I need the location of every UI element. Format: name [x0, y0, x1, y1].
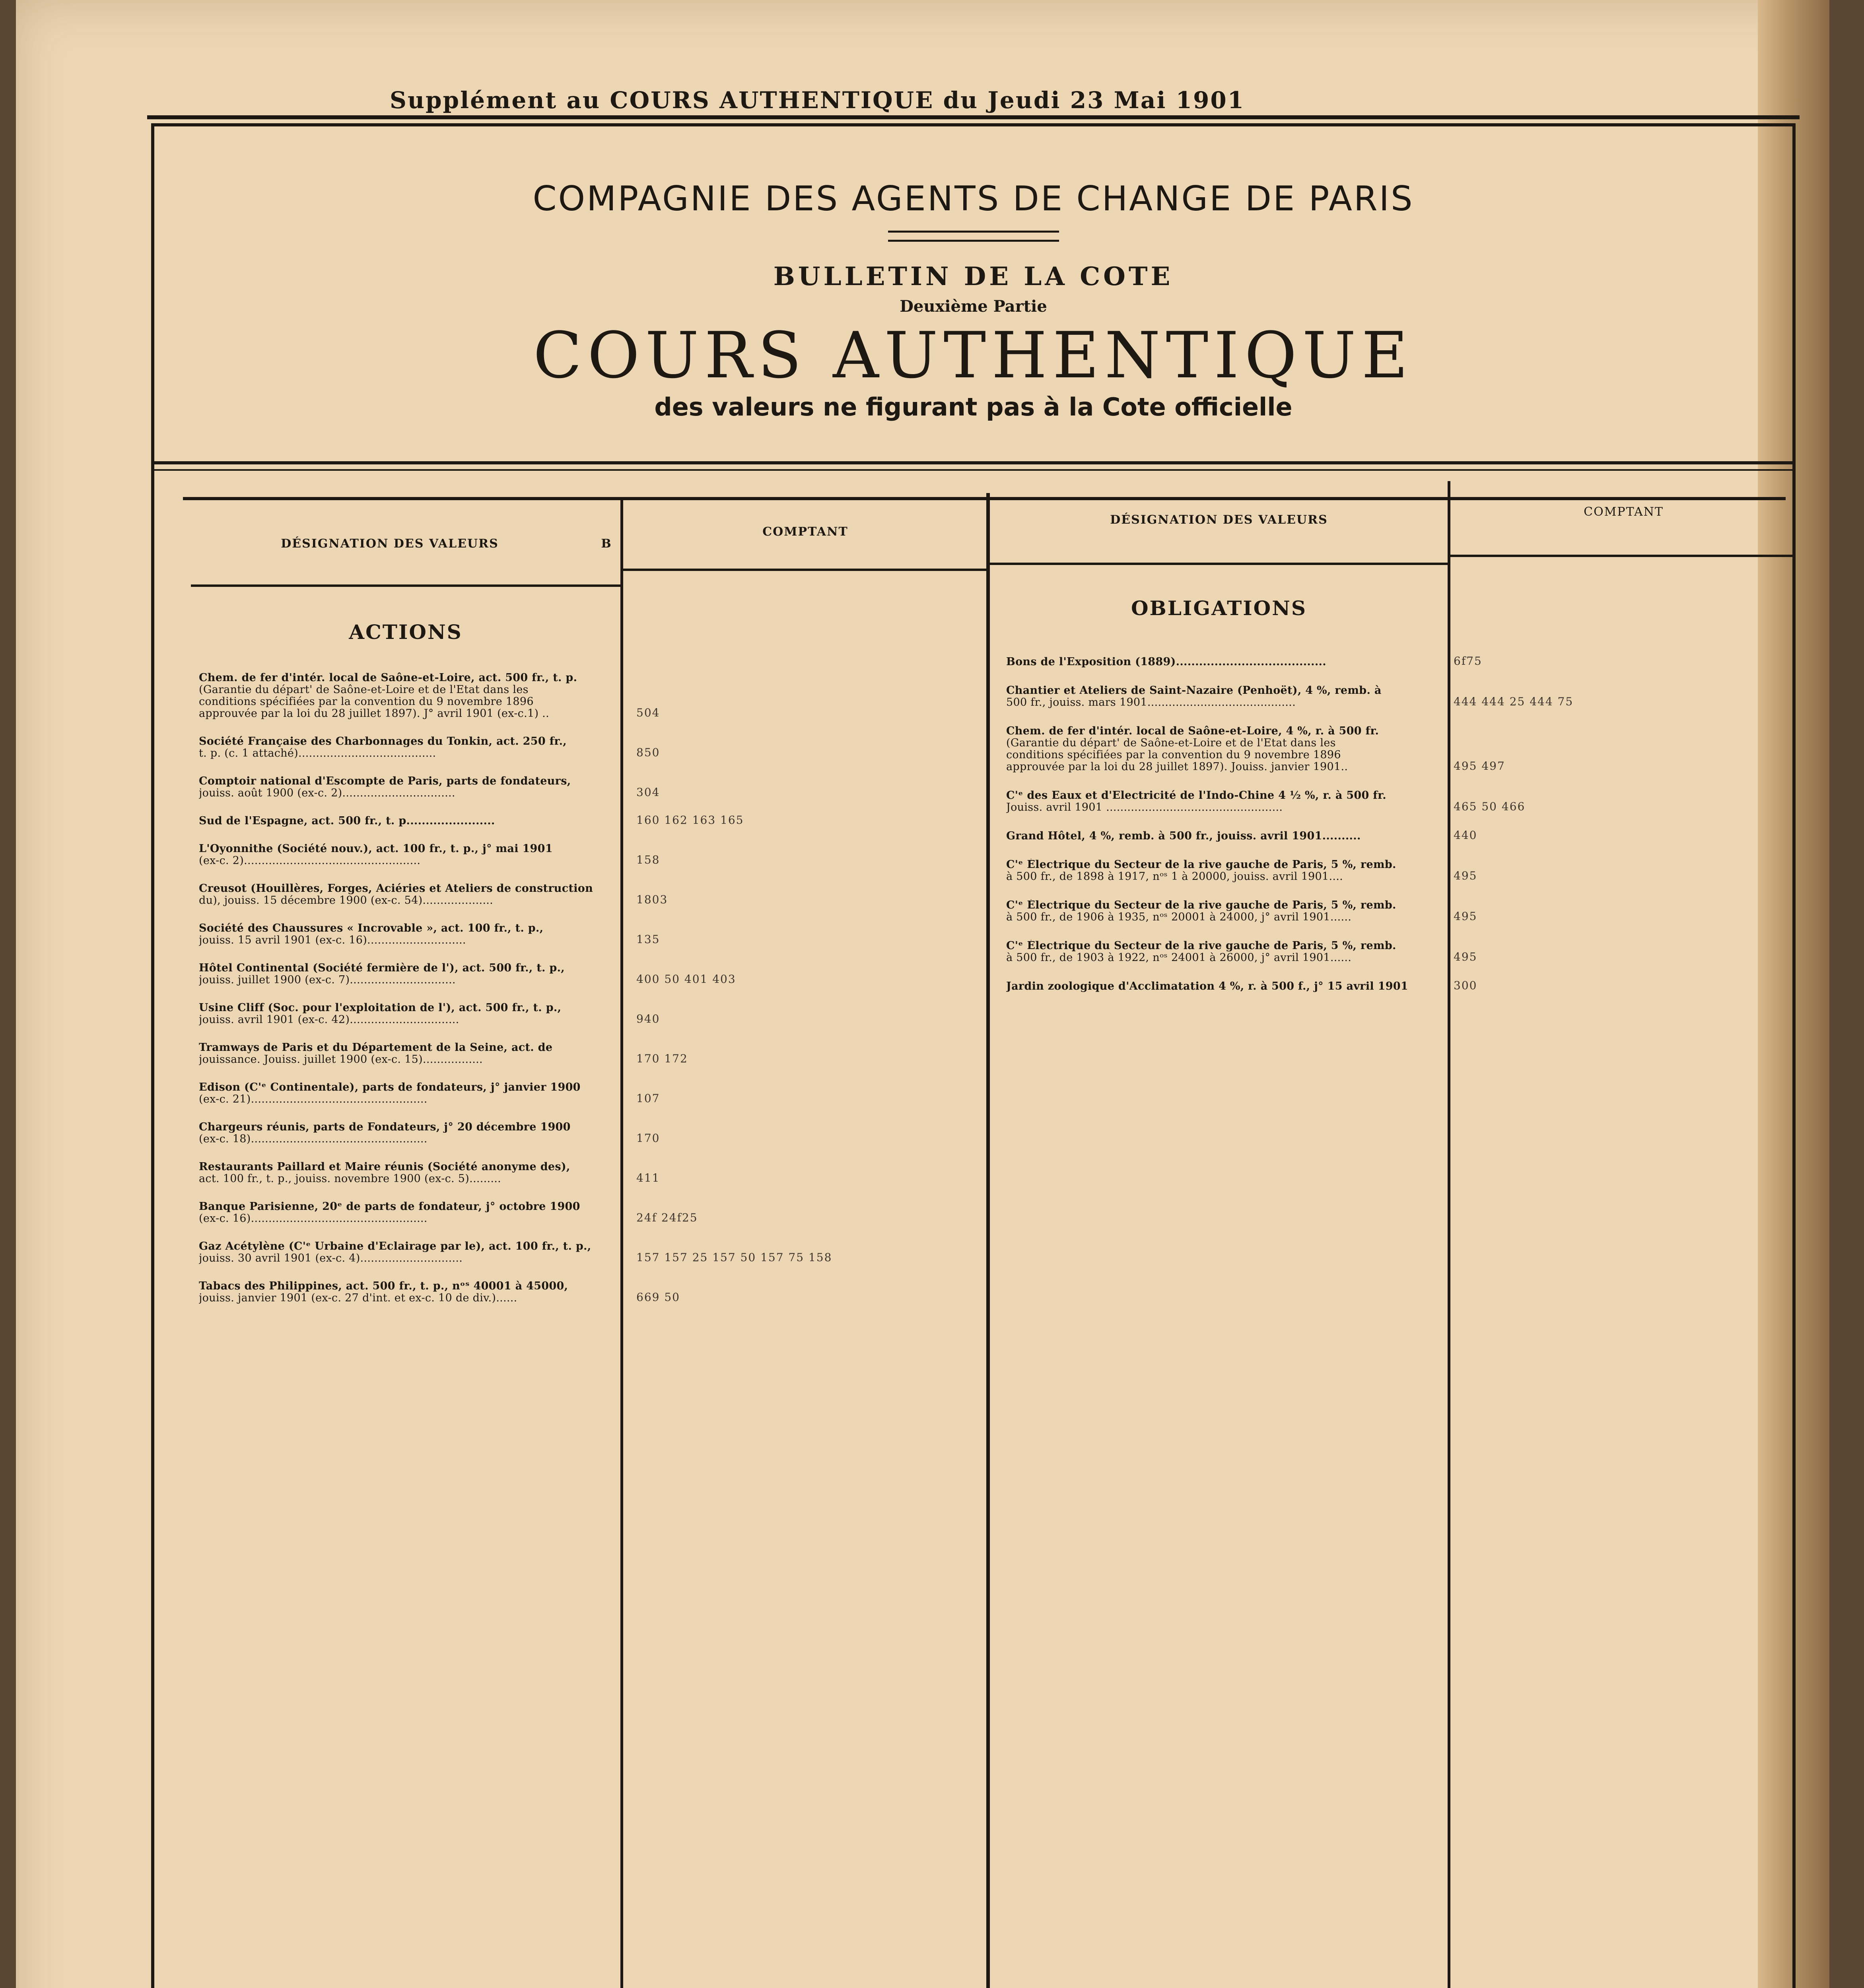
obligations-entry: [1006, 980, 1444, 992]
actions-title: ACTIONS: [349, 620, 463, 644]
actions-entry-line: act. 100 fr., t. p., jouiss. novembre 1900 (ex-c. 5).........: [199, 1173, 501, 1185]
actions-entry-line: Chem. de fer d'intér. local de Saône-et-Loire, act. 500 fr., t. p.: [199, 672, 577, 684]
actions-entry-line: Chargeurs réunis, parts de Fondateurs, j° 20 décembre 1900: [199, 1121, 571, 1133]
actions-entry-line: Hôtel Continental (Société fermière de l'), act. 500 fr., t. p.,: [199, 962, 565, 974]
actions-entry-price: 504: [636, 706, 660, 719]
right-header-rule: [990, 563, 1448, 565]
obligations-entry-line: C'ᵉ Électrique du Secteur de la rive gauche de Paris, 5 %, remb.: [1006, 859, 1396, 871]
actions-entry-price: 158: [636, 853, 660, 866]
actions-entry-line: Tramways de Paris et du Département de la Seine, act. de: [199, 1042, 553, 1054]
obligations-entry: [1006, 830, 1444, 842]
obligations-entry-line: (Garantie du départ' de Saône-et-Loire et de l'Etat dans les: [1006, 737, 1336, 749]
right-price-header-rule: [1450, 555, 1796, 557]
obligations-entry-line: Chantier et Ateliers de Saint-Nazaire (Penhoët), 4 %, remb. à: [1006, 685, 1382, 697]
actions-entry-line: Gaz Acétylène (C'ᵉ Urbaine d'Eclairage par le), act. 100 fr., t. p.,: [199, 1241, 591, 1252]
actions-entry-price: 157 157 25 157 50 157 75 158: [636, 1251, 832, 1264]
bulletin-title: BULLETIN DE LA COTE: [773, 262, 1174, 291]
actions-entry: [199, 672, 618, 720]
left-comptant-header: COMPTANT: [762, 525, 848, 539]
masthead-bottom-rule-thin: [151, 469, 1796, 471]
left-col-divider: [620, 497, 623, 1988]
subtitle: des valeurs ne figurant pas à la Cote officielle: [654, 392, 1293, 421]
actions-entry-line: approuvée par la loi du 28 juillet 1897). J° avril 1901 (ex-c.1) ..: [199, 708, 549, 720]
frame-top-rule: [147, 115, 1800, 119]
obligations-entry-line: à 500 fr., de 1906 à 1935, nᵒˢ 20001 à 24000, j° avril 1901......: [1006, 911, 1352, 923]
actions-entry: [199, 1002, 618, 1026]
center-col-divider: [986, 493, 990, 1988]
actions-entry-line: Sud de l'Espagne, act. 500 fr., t. p.......................: [199, 815, 495, 827]
table-top-rule: [183, 497, 1786, 500]
obligations-entry-line: C'ᵉ Électrique du Secteur de la rive gauche de Paris, 5 %, remb.: [1006, 940, 1396, 952]
actions-entry-price: 1803: [636, 893, 668, 906]
actions-entry-line: Edison (C'ᵉ Continentale), parts de fondateurs, j° janvier 1900: [199, 1081, 581, 1093]
obligations-entry: [1006, 940, 1444, 964]
actions-entry: [199, 883, 618, 907]
masthead-bottom-rule: [151, 461, 1796, 464]
actions-entry-line: Comptoir national d'Escompte de Paris, parts de fondateurs,: [199, 775, 571, 787]
obligations-entry-price: 495: [1454, 910, 1477, 923]
actions-entry: [199, 1121, 618, 1145]
obligations-title: OBLIGATIONS: [1131, 596, 1307, 620]
actions-entry-line: jouiss. août 1900 (ex-c. 2)................................: [199, 787, 455, 799]
actions-entry: [199, 1161, 618, 1185]
actions-entry-line: Société des Chaussures « Incrovable », act. 100 fr., t. p.,: [199, 922, 544, 934]
actions-entry-line: (ex-c. 18)..................................................: [199, 1133, 428, 1145]
main-title: COURS AUTHENTIQUE: [533, 318, 1414, 392]
obligations-entry: [1006, 859, 1444, 883]
left-price-header-rule: [623, 569, 986, 571]
obligations-entry-line: Jardin zoologique d'Acclimatation 4 %, r. à 500 f., j° 15 avril 1901: [1006, 980, 1408, 992]
obligations-entry: [1006, 899, 1444, 923]
obligations-entry: [1006, 790, 1444, 813]
actions-entry-line: (ex-c. 16)..................................................: [199, 1213, 428, 1225]
left-designation-header: DÉSIGNATION DES VALEURS: [281, 537, 499, 551]
actions-entry: [199, 1280, 618, 1304]
partie-label: Deuxième Partie: [900, 297, 1047, 316]
obligations-entry-line: approuvée par la loi du 28 juillet 1897). Jouiss. janvier 1901..: [1006, 761, 1348, 773]
masthead: [151, 131, 1796, 461]
actions-entry-price: 940: [636, 1012, 660, 1025]
supplement-header: Supplément au COURS AUTHENTIQUE du Jeudi 23 Mai 1901: [389, 87, 1245, 114]
actions-entry-price: 170 172: [636, 1052, 688, 1065]
obligations-entry-price: 495 497: [1454, 759, 1505, 773]
actions-entry-line: jouiss. juillet 1900 (ex-c. 7)..............................: [199, 974, 456, 986]
obligations-entry-line: Bons de l'Exposition (1889).......................................: [1006, 656, 1326, 668]
right-designation-header: DÉSIGNATION DES VALEURS: [1110, 513, 1328, 527]
actions-entry-line: jouiss. janvier 1901 (ex-c. 27 d'int. et ex-c. 10 de div.)......: [199, 1292, 517, 1304]
actions-entry-line: jouiss. 15 avril 1901 (ex-c. 16)............................: [199, 934, 466, 946]
obligations-entry-line: Jouiss. avril 1901 ..................................................: [1006, 802, 1283, 813]
actions-entry-price: 850: [636, 746, 660, 759]
actions-entry-line: jouiss. avril 1901 (ex-c. 42)...............................: [199, 1014, 459, 1026]
obligations-entry-line: Grand Hôtel, 4 %, remb. à 500 fr., jouiss. avril 1901..........: [1006, 830, 1361, 842]
actions-entry-price: 411: [636, 1171, 660, 1184]
actions-entry-price: 160 162 163 165: [636, 813, 744, 827]
actions-entry: [199, 843, 618, 867]
actions-entry: [199, 736, 618, 759]
actions-entry-line: Restaurants Paillard et Maire réunis (Société anonyme des),: [199, 1161, 570, 1173]
actions-entry-line: jouiss. 30 avril 1901 (ex-c. 4).............................: [199, 1252, 463, 1264]
obligations-entry-line: à 500 fr., de 1898 à 1917, nᵒˢ 1 à 20000, jouiss. avril 1901....: [1006, 871, 1343, 883]
actions-entry-line: Tabacs des Philippines, act. 500 fr., t. p., nᵒˢ 40001 à 45000,: [199, 1280, 568, 1292]
obligations-entry-price: 300: [1454, 979, 1477, 992]
actions-entry-line: Usine Cliff (Soc. pour l'exploitation de l'), act. 500 fr., t. p.,: [199, 1002, 562, 1014]
obligations-entry: [1006, 725, 1444, 773]
actions-entry-line: L'Oyonnithe (Société nouv.), act. 100 fr., t. p., j° mai 1901: [199, 843, 553, 855]
right-col-divider: [1448, 481, 1450, 1988]
actions-entry-line: du), jouiss. 15 décembre 1900 (ex-c. 54)....................: [199, 895, 494, 907]
actions-entry-line: conditions spécifiées par la convention du 9 novembre 1896: [199, 696, 534, 708]
actions-entry-price: 24f 24f25: [636, 1211, 698, 1224]
actions-entry-line: (ex-c. 2)..................................................: [199, 855, 421, 867]
actions-entry-line: Banque Parisienne, 20ᵉ de parts de fondateur, j° octobre 1900: [199, 1201, 580, 1213]
actions-entry: [199, 1241, 618, 1264]
right-comptant-header: COMPTANT: [1584, 505, 1664, 519]
actions-entry-price: 107: [636, 1092, 660, 1105]
obligations-entry-price: 495: [1454, 869, 1477, 882]
actions-entry: [199, 1042, 618, 1066]
actions-entry-line: (Garantie du départ' de Saône-et-Loire et de l'Etat dans les: [199, 684, 529, 696]
actions-entry: [199, 922, 618, 946]
actions-entry-line: Société Française des Charbonnages du Tonkin, act. 250 fr.,: [199, 736, 567, 747]
actions-entry-price: 170: [636, 1132, 660, 1145]
actions-entry-line: t. p. (c. 1 attaché).......................................: [199, 747, 436, 759]
actions-entry-price: 304: [636, 786, 660, 799]
obligations-entry-price: 440: [1454, 829, 1477, 842]
company-name: COMPAGNIE DES AGENTS DE CHANGE DE PARIS: [533, 179, 1414, 219]
actions-entry: [199, 962, 618, 986]
obligations-entry-line: C'ᵉ des Eaux et d'Electricité de l'Indo-Chine 4 ½ %, r. à 500 fr.: [1006, 790, 1386, 802]
obligations-entry-line: conditions spécifiées par la convention du 9 novembre 1896: [1006, 749, 1341, 761]
actions-entry-line: (ex-c. 21)..................................................: [199, 1093, 428, 1105]
obligations-entry-line: C'ᵉ Électrique du Secteur de la rive gauche de Paris, 5 %, remb.: [1006, 899, 1396, 911]
obligations-entry: [1006, 656, 1444, 668]
actions-entry: [199, 1081, 618, 1105]
left-marker: B: [601, 537, 612, 551]
actions-entry-price: 400 50 401 403: [636, 973, 736, 986]
masthead-rule: [888, 231, 1059, 242]
obligations-entry-price: 444 444 25 444 75: [1454, 695, 1574, 708]
left-header-rule: [191, 584, 620, 587]
obligations-entry: [1006, 685, 1444, 709]
obligations-entry-line: à 500 fr., de 1903 à 1922, nᵒˢ 24001 à 26000, j° avril 1901......: [1006, 952, 1352, 964]
obligations-entry-line: 500 fr., jouiss. mars 1901..........................................: [1006, 697, 1296, 709]
obligations-entry-line: Chem. de fer d'intér. local de Saône-et-Loire, 4 %, r. à 500 fr.: [1006, 725, 1379, 737]
actions-entry: [199, 815, 618, 827]
actions-entry-line: jouissance. Jouiss. juillet 1900 (ex-c. 15).................: [199, 1054, 483, 1066]
actions-entry: [199, 775, 618, 799]
actions-entry-line: Creusot (Houillères, Forges, Aciéries et Ateliers de construction: [199, 883, 593, 895]
obligations-entry-price: 465 50 466: [1454, 800, 1526, 813]
actions-entry: [199, 1201, 618, 1225]
actions-entry-price: 669 50: [636, 1291, 680, 1304]
actions-entry-price: 135: [636, 933, 660, 946]
obligations-entry-price: 495: [1454, 950, 1477, 963]
newspaper-page: [16, 0, 1829, 1988]
obligations-entry-price: 6f75: [1454, 654, 1482, 668]
